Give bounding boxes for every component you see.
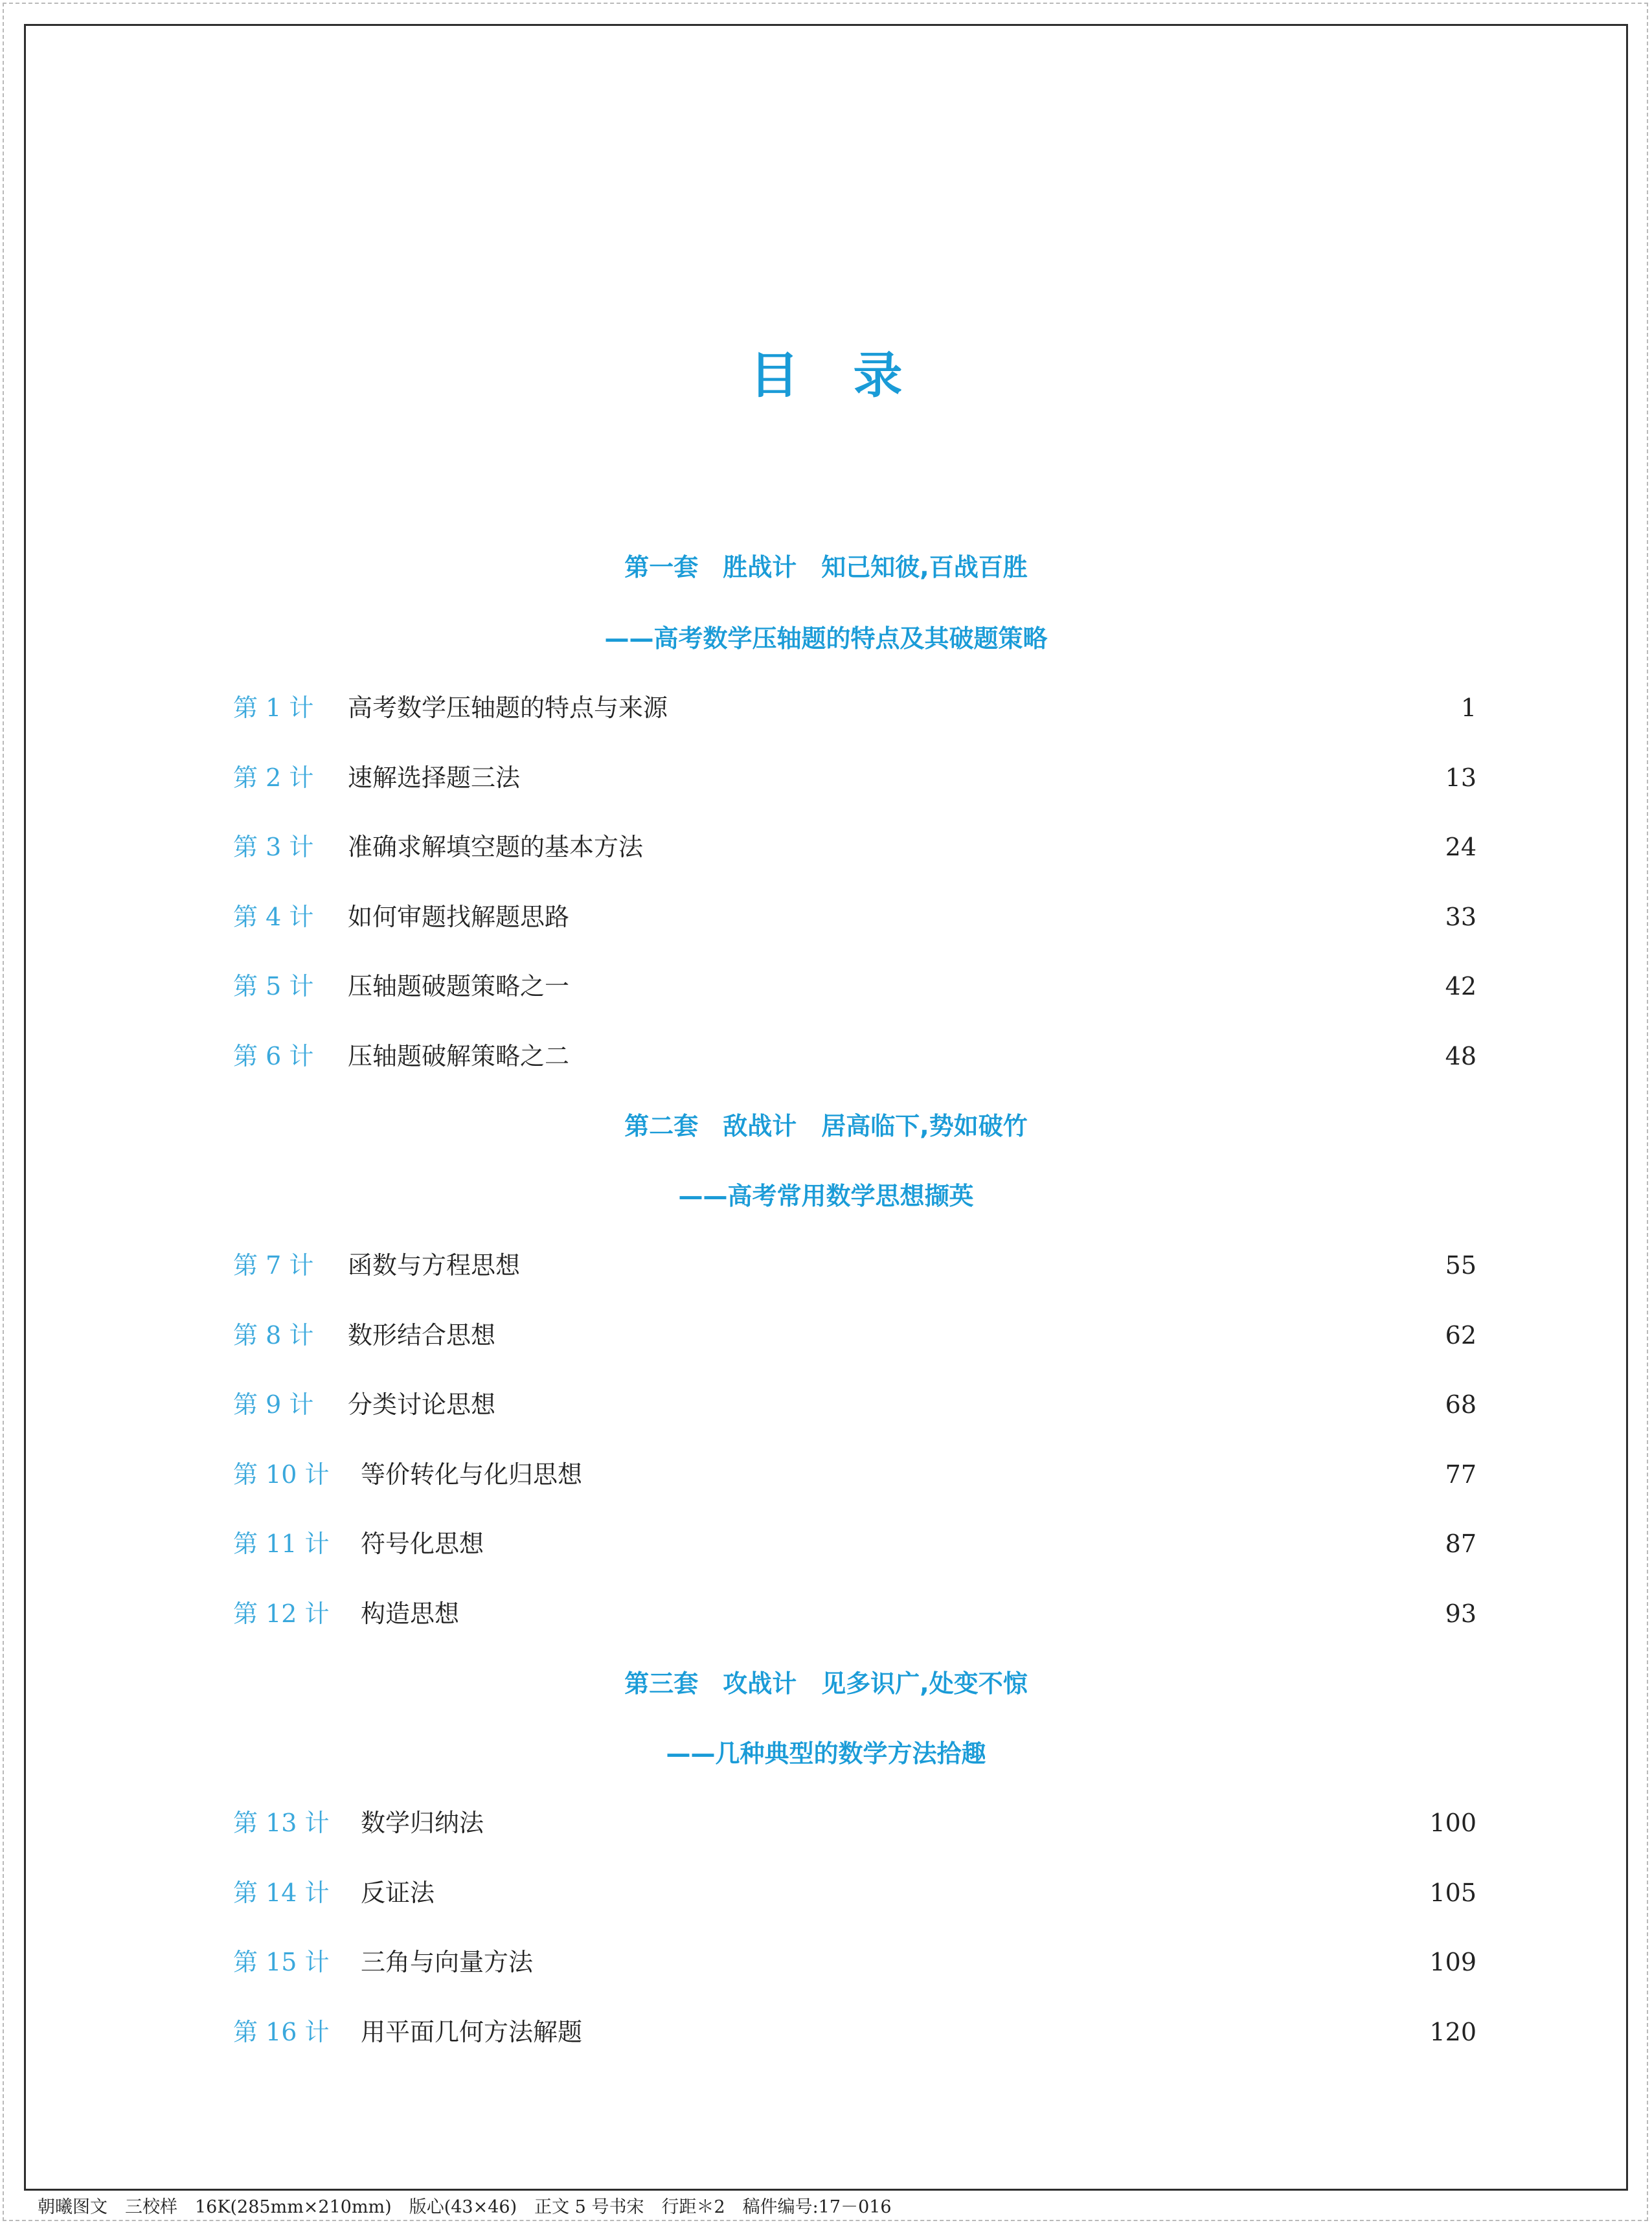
toc-leader-dots — [504, 1316, 1438, 1355]
toc-page-number: 13 — [1445, 763, 1477, 792]
toc-leader-dots — [529, 1246, 1438, 1285]
toc-page-number: 1 — [1460, 694, 1477, 722]
toc-row[interactable] — [233, 1037, 1477, 1076]
toc-title: 符号化思想 — [361, 1530, 484, 1558]
toc-page-number: 48 — [1445, 1042, 1477, 1070]
toc-leader-dots — [591, 2013, 1421, 2051]
toc-leader-dots — [468, 1594, 1438, 1633]
toc-leader-dots — [493, 1803, 1421, 1842]
toc-row[interactable] — [233, 758, 1477, 797]
toc-number: 第 11 计 — [233, 1530, 330, 1558]
toc-page-number: 55 — [1445, 1251, 1477, 1280]
toc-number: 第 8 计 — [233, 1321, 314, 1350]
toc-title: 准确求解填空题的基本方法 — [348, 833, 644, 861]
toc-title: 用平面几何方法解题 — [361, 2018, 583, 2046]
toc-page-number: 42 — [1445, 972, 1477, 1000]
toc-row[interactable] — [233, 967, 1477, 1006]
toc-number: 第 10 计 — [233, 1460, 330, 1489]
section-title-2: 第二套 敌战计 居高临下,势如破竹 — [624, 1112, 1028, 1140]
toc-page-number: 33 — [1445, 903, 1477, 931]
toc-number: 第 9 计 — [233, 1390, 314, 1419]
toc-leader-dots — [591, 1455, 1438, 1494]
toc-leader-dots — [578, 1037, 1438, 1076]
toc-number: 第 5 计 — [233, 972, 314, 1000]
toc-leader-dots — [529, 758, 1438, 797]
print-info-footer: 朝曦图文 三校样 16K(285mm×210mm) 版心(43×46) 正文 5 号书宋 行距＊2 稿件编号:17－016 — [38, 2197, 892, 2217]
toc-leader-dots — [444, 1873, 1421, 1912]
toc-page-number: 120 — [1429, 2018, 1477, 2046]
toc-row[interactable] — [233, 2013, 1477, 2051]
toc-leader-dots — [504, 1385, 1438, 1424]
toc-row[interactable] — [233, 1524, 1477, 1563]
toc-page-number: 109 — [1429, 1948, 1477, 1976]
toc-title: 反证法 — [361, 1879, 435, 1907]
toc-number: 第 1 计 — [233, 694, 314, 722]
toc-row[interactable] — [233, 1943, 1477, 1982]
toc-title: 数形结合思想 — [348, 1321, 496, 1350]
toc-leader-dots — [493, 1524, 1438, 1563]
toc-title: 速解选择题三法 — [348, 763, 521, 792]
toc-row[interactable] — [233, 1873, 1477, 1912]
toc-page-number: 93 — [1445, 1599, 1477, 1628]
toc-page-number: 62 — [1445, 1321, 1477, 1350]
toc-number: 第 12 计 — [233, 1599, 330, 1628]
toc-page-number: 24 — [1445, 833, 1477, 861]
toc-title: 函数与方程思想 — [348, 1251, 521, 1280]
toc-number: 第 16 计 — [233, 2018, 330, 2046]
toc-row[interactable] — [233, 828, 1477, 866]
toc-number: 第 13 计 — [233, 1809, 330, 1837]
toc-title: 高考数学压轴题的特点与来源 — [348, 694, 668, 722]
toc-title: 压轴题破解策略之二 — [348, 1042, 570, 1070]
toc-title: 等价转化与化归思想 — [361, 1460, 583, 1489]
toc-leader-dots — [578, 898, 1438, 936]
toc-row[interactable] — [233, 898, 1477, 936]
toc-row[interactable] — [233, 1594, 1477, 1633]
toc-leader-dots — [652, 828, 1438, 866]
toc-page-number: 77 — [1445, 1460, 1477, 1489]
toc-title: 分类讨论思想 — [348, 1390, 496, 1419]
toc-number: 第 6 计 — [233, 1042, 314, 1070]
toc-number: 第 2 计 — [233, 763, 314, 792]
toc-page-number: 68 — [1445, 1390, 1477, 1419]
toc-leader-dots — [677, 688, 1449, 727]
section-subtitle-3: ——几种典型的数学方法拾趣 — [666, 1739, 986, 1768]
toc-page-number: 87 — [1445, 1530, 1477, 1558]
section-title-1: 第一套 胜战计 知己知彼,百战百胜 — [624, 553, 1028, 582]
toc-row[interactable] — [233, 1246, 1477, 1285]
toc-title: 数学归纳法 — [361, 1809, 484, 1837]
toc-number: 第 15 计 — [233, 1948, 330, 1976]
toc-page-number: 105 — [1429, 1879, 1477, 1907]
toc-leader-dots — [542, 1943, 1421, 1982]
section-subtitle-2: ——高考常用数学思想撷英 — [678, 1182, 974, 1210]
toc-page-number: 100 — [1429, 1809, 1477, 1837]
toc-number: 第 4 计 — [233, 903, 314, 931]
toc-leader-dots — [578, 967, 1438, 1006]
page-title: 目录 — [749, 346, 957, 404]
section-subtitle-1: ——高考数学压轴题的特点及其破题策略 — [604, 624, 1048, 653]
section-title-3: 第三套 攻战计 见多识广,处变不惊 — [624, 1669, 1028, 1698]
toc-title: 三角与向量方法 — [361, 1948, 534, 1976]
toc-title: 构造思想 — [361, 1599, 460, 1628]
toc-row[interactable] — [233, 1803, 1477, 1842]
toc-title: 压轴题破题策略之一 — [348, 972, 570, 1000]
toc-row[interactable] — [233, 1316, 1477, 1355]
toc-number: 第 3 计 — [233, 833, 314, 861]
toc-title: 如何审题找解题思路 — [348, 903, 570, 931]
toc-row[interactable] — [233, 1385, 1477, 1424]
toc-number: 第 14 计 — [233, 1879, 330, 1907]
toc-number: 第 7 计 — [233, 1251, 314, 1280]
toc-row[interactable] — [233, 1455, 1477, 1494]
toc-row[interactable] — [233, 688, 1477, 727]
